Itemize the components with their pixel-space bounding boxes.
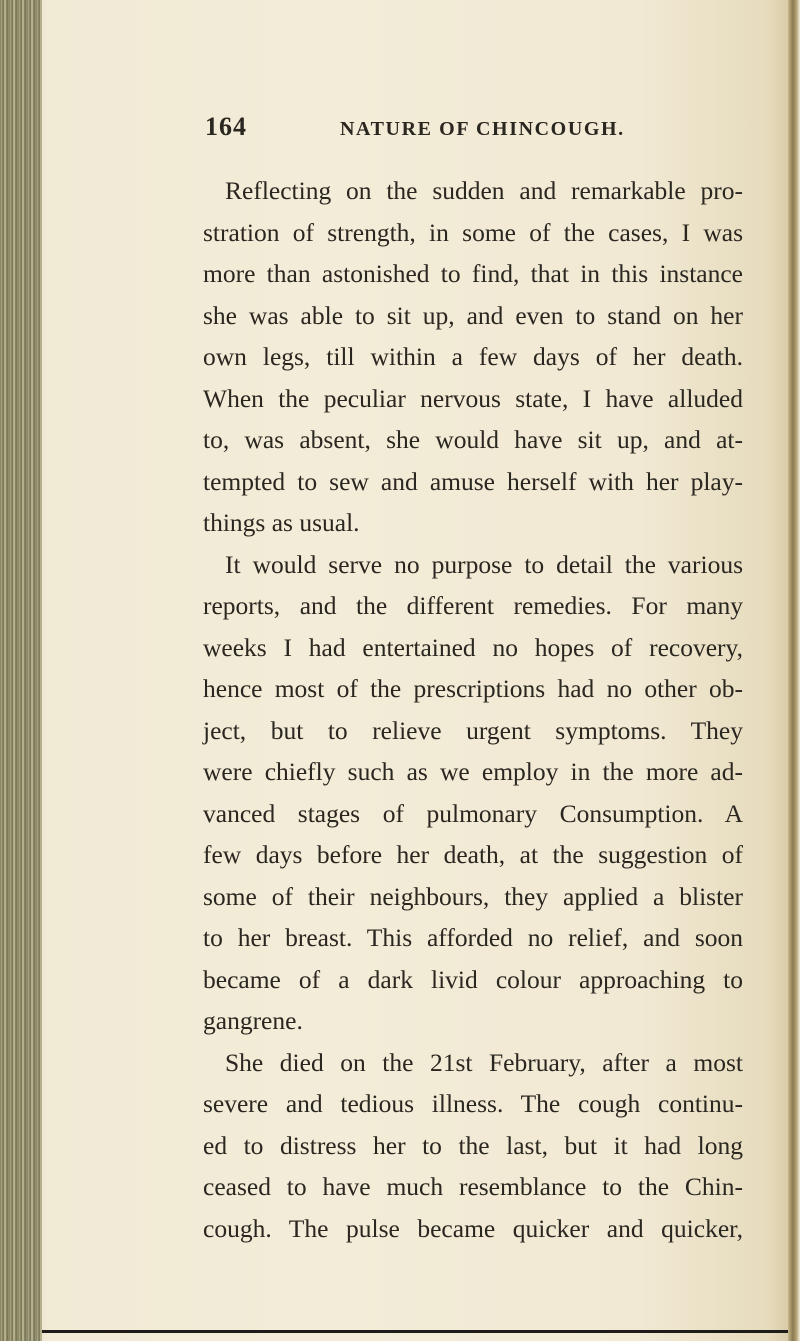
- text-line: she was able to sit up, and even to stand on her: [203, 300, 743, 330]
- text-line: vanced stages of pulmonary Consumption. A: [203, 798, 743, 828]
- text-line: to her breast. This afforded no relief, and soon: [203, 923, 743, 952]
- text-line: own legs, till within a few days of her death.: [203, 342, 743, 371]
- text-line: some of their neighbours, they applied a blister: [203, 881, 743, 911]
- running-head: NATURE OF CHINCOUGH.: [340, 118, 625, 140]
- text-line: weeks I had entertained no hopes of recovery,: [203, 632, 743, 662]
- text-line: were chiefly such as we employ in the more ad-: [203, 757, 743, 786]
- text-line: severe and tedious illness. The cough continu-: [203, 1089, 743, 1118]
- text-line: gangrene.: [203, 1006, 303, 1035]
- page-number: 164: [205, 112, 247, 141]
- text-line: Reflecting on the sudden and remarkable pro-: [225, 176, 743, 205]
- text-line: few days before her death, at the suggestion of: [203, 840, 743, 869]
- body-text: [203, 170, 743, 1249]
- text-line: stration of strength, in some of the cases, I was: [203, 217, 743, 247]
- book-spine-edge: [0, 0, 42, 1341]
- text-line: hence most of the prescriptions had no other ob-: [203, 674, 743, 703]
- text-line: ject, but to relieve urgent symptoms. They: [203, 715, 743, 745]
- text-line: reports, and the different remedies. For many: [203, 591, 743, 620]
- paragraph-1: [203, 170, 743, 544]
- page-edge-right: [788, 0, 800, 1341]
- text-line: ed to distress her to the last, but it had long: [203, 1130, 743, 1160]
- text-line: cough. The pulse became quicker and quicker,: [203, 1213, 743, 1243]
- paragraph-2: [203, 544, 743, 1042]
- text-line: more than astonished to find, that in this instance: [203, 259, 743, 288]
- text-line: It would serve no purpose to detail the various: [225, 549, 743, 579]
- text-line: became of a dark livid colour approaching to: [203, 964, 743, 994]
- page-header: [205, 112, 765, 152]
- text-line: She died on the 21st February, after a most: [225, 1047, 743, 1077]
- text-line: ceased to have much resemblance to the Chin-: [203, 1172, 743, 1201]
- text-line: to, was absent, she would have sit up, and at-: [203, 425, 743, 454]
- text-line: things as usual.: [203, 508, 360, 537]
- bottom-rule: [42, 1330, 788, 1333]
- text-line: When the peculiar nervous state, I have alluded: [203, 383, 743, 413]
- text-line: tempted to sew and amuse herself with her play-: [203, 466, 743, 496]
- paragraph-3: [203, 1042, 743, 1250]
